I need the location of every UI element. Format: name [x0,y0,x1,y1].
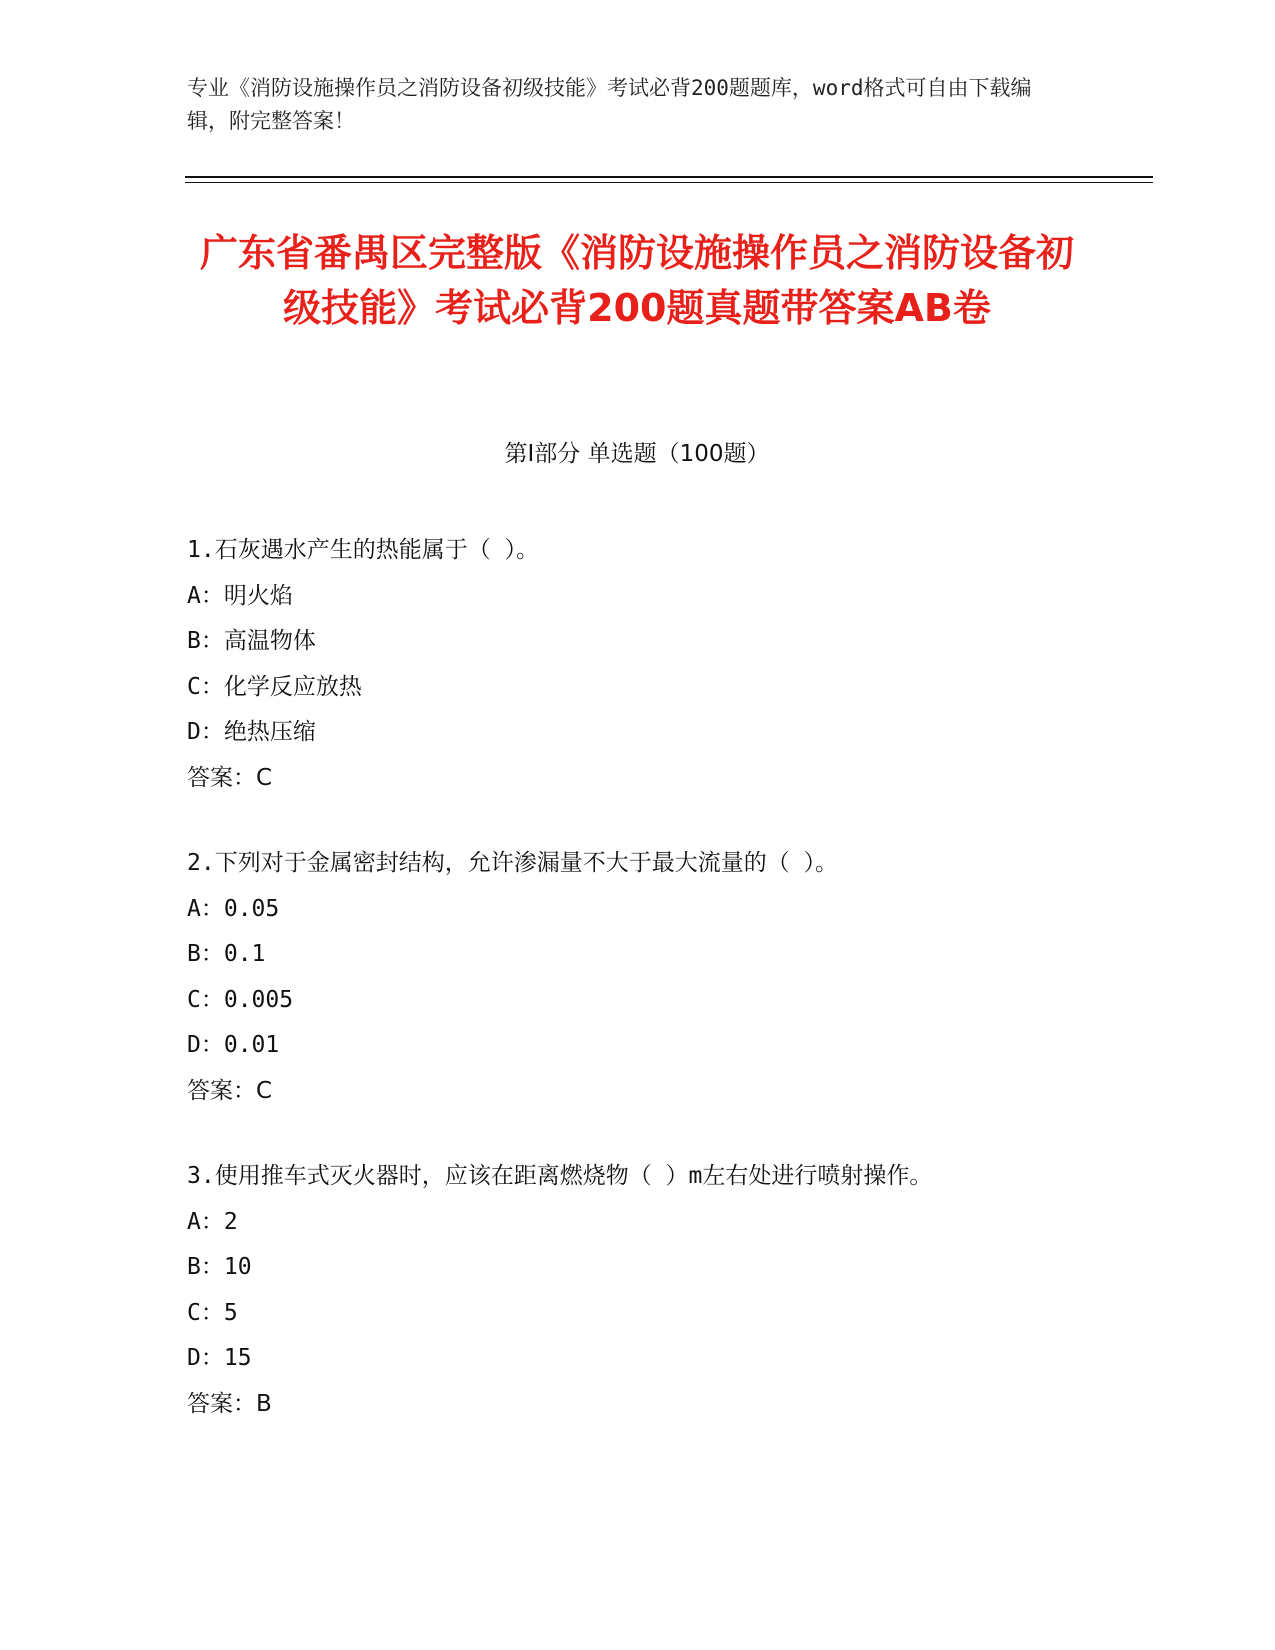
option-label: D： [187,1345,224,1371]
option-c [187,665,1087,711]
option-text: 15 [223,1345,252,1371]
option-c [187,978,1087,1024]
question-3 [187,1154,1087,1427]
option-text: 2 [223,1208,238,1235]
question-stem: 3.使用推车式灭火器时，应该在距离燃烧物（ ）m左右处进行喷射操作。 [187,1163,933,1189]
option-label: C： [187,1299,224,1326]
option-a [187,574,1087,620]
header-divider-thin [185,182,1153,183]
option-text: 10 [223,1254,252,1280]
question-2 [187,841,1087,1114]
option-text: 高温物体 [223,628,316,654]
option-text: 化学反应放热 [223,673,362,700]
option-label: D： [187,1032,224,1058]
option-label: A： [187,1208,224,1235]
option-text: 明火焰 [223,582,293,609]
option-label: C： [187,986,224,1013]
option-text: 0.1 [223,941,266,967]
answer-line: 答案：B [187,1390,272,1417]
option-c [187,1291,1087,1337]
option-label: A： [187,895,224,922]
option-b [187,1245,1087,1291]
option-label: B： [187,941,224,967]
question-stem: 1.石灰遇水产生的热能属于（ ）。 [187,537,540,563]
option-text: 0.01 [223,1032,280,1058]
option-text: 绝热压缩 [223,719,316,745]
option-d [187,1023,1087,1069]
option-text: 0.005 [223,986,294,1013]
option-label: B： [187,628,224,654]
option-label: A： [187,582,224,609]
answer-line: 答案：C [187,764,273,791]
option-label: D： [187,719,224,745]
question-list [187,528,1087,1467]
document-title: 广东省番禺区完整版《消防设施操作员之消防设备初级技能》考试必背200题真题带答案AB卷 [199,231,1074,330]
option-b [187,619,1087,665]
option-text: 0.05 [223,895,280,922]
option-text: 5 [223,1299,238,1326]
option-a [187,887,1087,933]
option-d [187,1336,1087,1382]
question-stem: 2.下列对于金属密封结构，允许渗漏量不大于最大流量的（ ）。 [187,850,839,876]
option-b [187,932,1087,978]
section-title: 第Ⅰ部分 单选题（100题） [504,441,770,467]
header-note: 专业《消防设施操作员之消防设备初级技能》考试必背200题题库，word格式可自由下载编辑，附完整答案！ [187,76,1032,133]
option-label: C： [187,673,224,700]
header-divider-thick [185,176,1153,178]
option-label: B： [187,1254,224,1280]
option-a [187,1200,1087,1246]
option-d [187,710,1087,756]
question-1 [187,528,1087,801]
answer-line: 答案：C [187,1077,273,1104]
